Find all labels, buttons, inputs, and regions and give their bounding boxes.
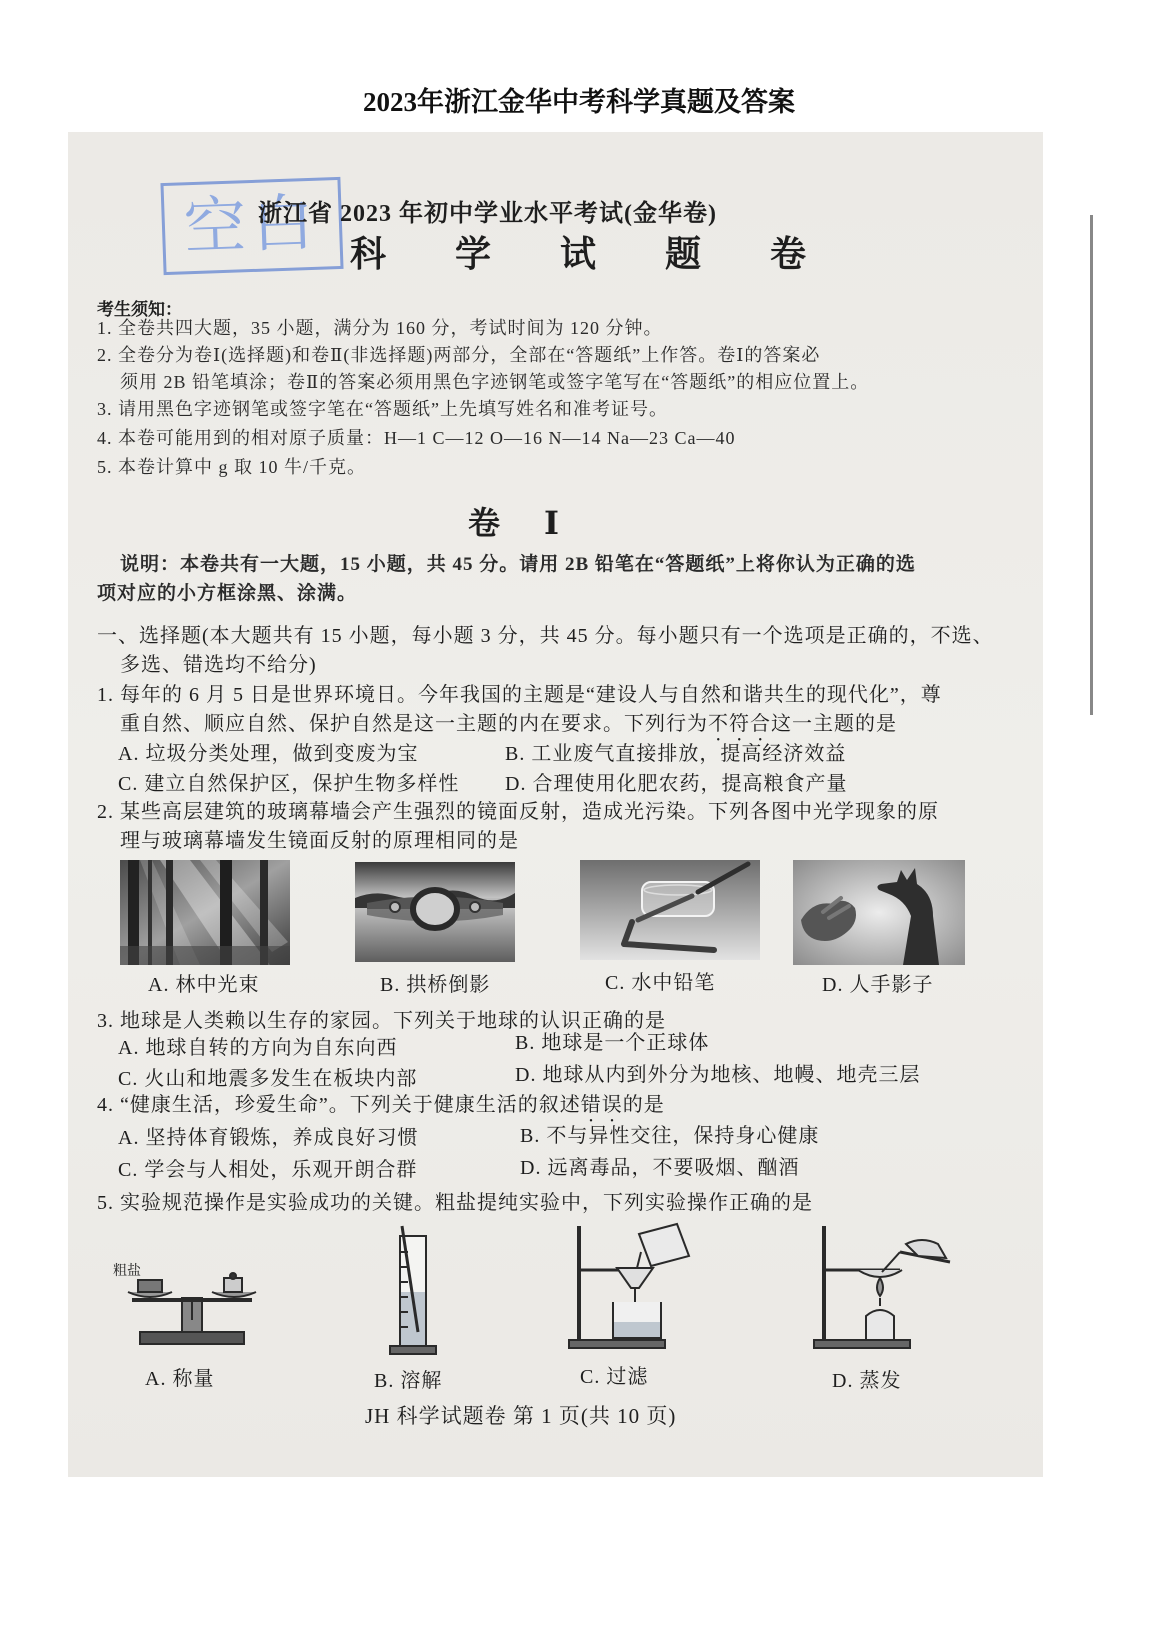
question-2-stem-line2: 理与玻璃幕墙发生镜面反射的原理相同的是 [120, 830, 519, 852]
question-1-stem: 1. 每年的 6 月 5 日是世界环境日。今年我国的主题是“建设人与自然和谐共生的现代化”，尊 [97, 684, 942, 706]
question-5-stem: 5. 实验规范操作是实验成功的关键。粗盐提纯实验中，下列实验操作正确的是 [97, 1192, 813, 1214]
balance-weighing-figure [122, 1270, 262, 1350]
page-edge-line [1090, 215, 1093, 715]
notice-heading: 考生须知： [97, 300, 182, 319]
q5-caption-a: A. 称量 [145, 1368, 215, 1390]
q3-option-b: B. 地球是一个正球体 [515, 1032, 710, 1054]
q1-text: 重自然、顺应自然、保护自然是这一主题的内在要求。下列行为 [120, 713, 708, 735]
section-title: 卷 Ⅰ [468, 505, 577, 541]
q5-caption-d: D. 蒸发 [832, 1370, 902, 1392]
q3-option-a: A. 地球自转的方向为自东向西 [118, 1037, 398, 1059]
notice-item: 1. 全卷共四大题，35 小题，满分为 160 分，考试时间为 120 分钟。 [97, 318, 663, 338]
paper-title: 科 学 试 题 卷 [350, 234, 837, 274]
notice-item: 2. 全卷分为卷Ⅰ(选择题)和卷Ⅱ(非选择题)两部分，全部在“答题纸”上作答。卷Ⅰ的答案必 [97, 345, 821, 365]
q3-option-c: C. 火山和地震多发生在板块内部 [118, 1068, 418, 1090]
q4-text: 4. “健康生活，珍爱生命”。下列关于健康生活的叙述 [97, 1094, 581, 1116]
q4-option-d: D. 远离毒品，不要吸烟、酗酒 [520, 1157, 800, 1179]
notice-item: 3. 请用黑色字迹钢笔或签字笔在“答题纸”上先填写姓名和准考证号。 [97, 399, 668, 419]
q1-emphasis: 不符合 [708, 713, 771, 735]
part-heading: 一、选择题(本大题共有 15 小题，每小题 3 分，共 45 分。每小题只有一个选项是正确的，不选、 [97, 625, 994, 647]
notice-item: 4. 本卷可能用到的相对原子质量：H—1 C—12 O—16 N—14 Na—23 Ca—40 [97, 428, 736, 448]
q5-caption-c: C. 过滤 [580, 1366, 649, 1388]
section-instruction: 项对应的小方框涂黑、涂满。 [97, 583, 358, 604]
q1-option-c: C. 建立自然保护区，保护生物多样性 [118, 773, 460, 795]
section-instruction: 说明：本卷共有一大题，15 小题，共 45 分。请用 2B 铅笔在“答题纸”上将你认为正确的选 [120, 554, 916, 575]
coarse-salt-label: 粗盐 [113, 1264, 141, 1279]
page-footer: JH 科学试题卷 第 1 页(共 10 页) [365, 1404, 677, 1428]
part-heading: 多选、错选均不给分) [120, 654, 317, 676]
question-2-stem: 2. 某些高层建筑的玻璃幕墙会产生强烈的镜面反射，造成光污染。下列各图中光学现象的原 [97, 801, 939, 823]
notice-item: 5. 本卷计算中 g 取 10 牛/千克。 [97, 457, 366, 477]
q3-option-d: D. 地球从内到外分为地核、地幔、地壳三层 [515, 1064, 921, 1086]
arch-bridge-reflection-photo [355, 862, 515, 962]
blank-stamp: 空白 [160, 177, 343, 275]
q2-caption-b: B. 拱桥倒影 [380, 974, 491, 996]
forest-light-beam-photo [120, 860, 290, 965]
evaporation-figure [810, 1222, 955, 1352]
q2-caption-a: A. 林中光束 [148, 974, 260, 996]
q4-emphasis: 错误 [580, 1094, 623, 1116]
q5-caption-b: B. 溶解 [374, 1370, 443, 1392]
q4-text: 的是 [622, 1094, 665, 1116]
q4-option-b: B. 不与异性交往，保持身心健康 [520, 1125, 820, 1147]
q4-option-c: C. 学会与人相处，乐观开朗合群 [118, 1159, 418, 1181]
q1-option-a: A. 垃圾分类处理，做到变废为宝 [118, 743, 419, 765]
question-3-stem: 3. 地球是人类赖以生存的家园。下列关于地球的认识正确的是 [97, 1010, 666, 1032]
pencil-in-water-photo [580, 860, 760, 960]
q2-caption-d: D. 人手影子 [822, 974, 934, 996]
q1-text: 这一主题的是 [771, 713, 897, 735]
q2-caption-c: C. 水中铅笔 [605, 972, 716, 994]
q1-option-b: B. 工业废气直接排放，提高经济效益 [505, 743, 847, 765]
exam-name: 浙江省 2023 年初中学业水平考试(金华卷) [258, 201, 717, 227]
notice-item-continued: 须用 2B 铅笔填涂；卷Ⅱ的答案必须用黑色字迹钢笔或签字笔写在“答题纸”的相应位置上。 [120, 372, 870, 392]
q4-option-a: A. 坚持体育锻炼，养成良好习惯 [118, 1127, 419, 1149]
hand-shadow-photo [793, 860, 965, 965]
filtration-figure [565, 1222, 710, 1352]
dissolving-cylinder-figure [380, 1222, 450, 1357]
document-title: 2023年浙江金华中考科学真题及答案 [363, 87, 795, 117]
q1-option-d: D. 合理使用化肥农药，提高粮食产量 [505, 773, 848, 795]
